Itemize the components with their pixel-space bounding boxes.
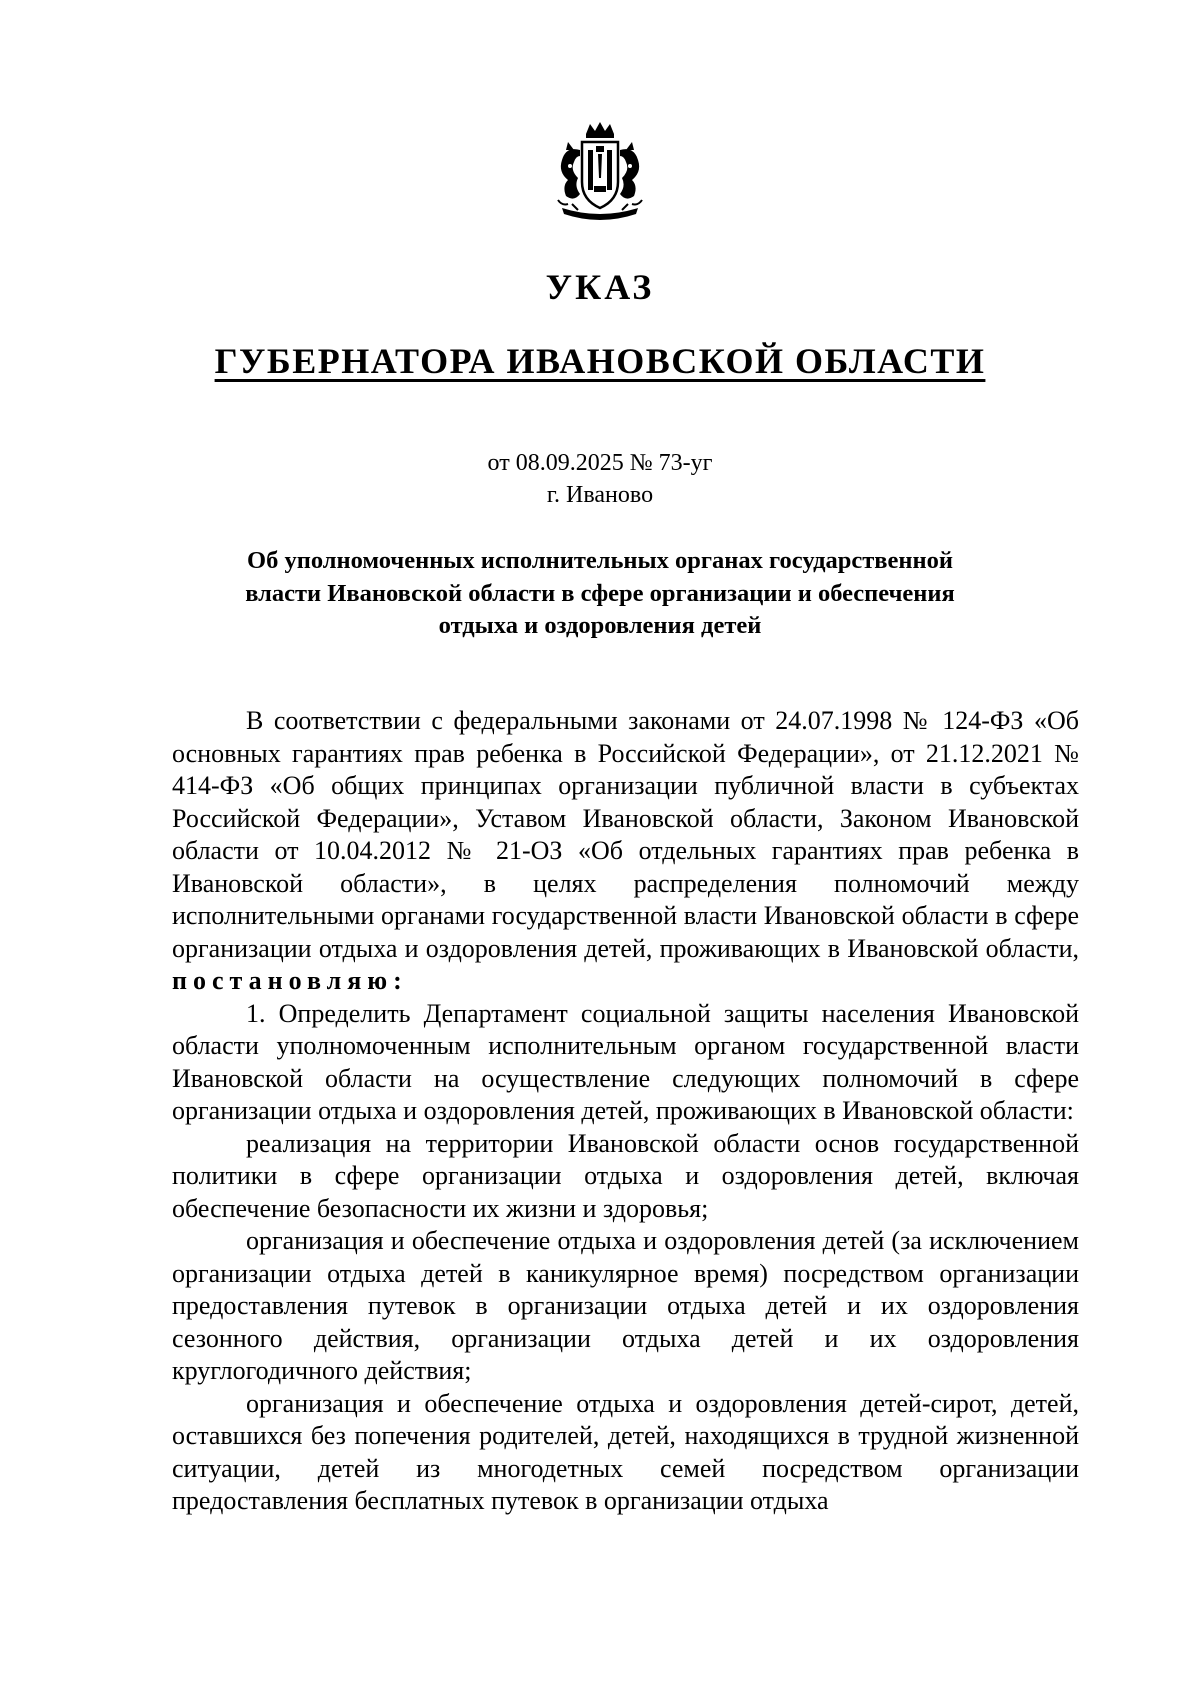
preamble-paragraph (172, 705, 1079, 998)
body-paragraph: реализация на территории Ивановской области основ государственной политики в сфере организации отдыха и оздоровления детей, включая обеспечение безопасности их жизни и здоровья; (172, 1128, 1079, 1223)
body-paragraph: 1. Определить Департамент социальной защиты населения Ивановской области уполномоченным исполнительным органом государственной власти Ивановской области на осуществление следующих полномочий в сфере организации отдыха и оздоровления детей, проживающих в Ивановской области: (172, 998, 1079, 1125)
document-date-number: от 08.09.2025 № 73-уг (487, 450, 713, 476)
heading-line: Об уполномоченных исполнительных органах государственной (247, 547, 953, 574)
preamble-text: В соответствии с федеральными законами от 24.07.1998 № 124-ФЗ «Об основных гарантиях прав ребенка в Российской Федерации», от 21.12.2021 № 414-ФЗ «Об общих принципах организации публичной власти в субъектах Российской Федерации», Уставом Ивановской области, Законом Ивановской области от 10.04.2012 № 21-ОЗ «Об отдельных гарантиях прав ребенка в Ивановской области», в целях распределения полномочий между исполнительными органами государственной власти Ивановской области в сфере организации отдыха и оздоровления детей, проживающих в Ивановской области, (172, 706, 1079, 963)
document-heading (150, 545, 1050, 643)
coat-of-arms-emblem-icon (548, 120, 652, 228)
heading-line: власти Ивановской области в сфере организации и обеспечения (245, 579, 955, 607)
document-issuer-text: ГУБЕРНАТОРА ИВАНОВСКОЙ ОБЛАСТИ (214, 341, 986, 381)
document-title: УКАЗ (545, 267, 655, 307)
document-issuer (0, 340, 1200, 382)
body-paragraph: организация и обеспечение отдыха и оздоровления детей-сирот, детей, оставшихся без попечения родителей, детей, находящихся в трудной жизненной ситуации, детей из многодетных семей посредством организации предоставления бесплатных путевок в организации отдыха (172, 1388, 1079, 1515)
decree-word: постановляю: (172, 966, 408, 995)
document-city: г. Иваново (546, 482, 654, 508)
body-paragraph: организация и обеспечение отдыха и оздоровления детей (за исключением организации отдыха детей в каникулярное время) посредством организации предоставления путевок в организации отдыха детей и их оздоровления сезонного действия, организации отдыха детей и их оздоровления круглогодичного действия; (172, 1226, 1079, 1385)
document-body (172, 705, 1079, 1518)
heading-line: отдыха и оздоровления детей (438, 612, 762, 639)
